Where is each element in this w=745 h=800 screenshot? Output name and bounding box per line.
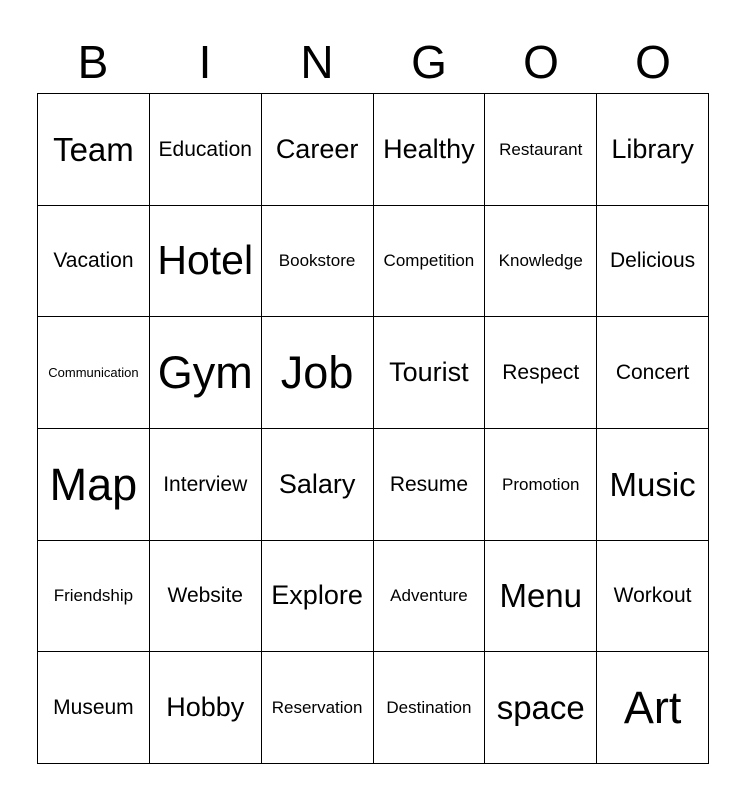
bingo-cell[interactable]: Museum <box>38 652 150 764</box>
bingo-cell[interactable]: Salary <box>262 429 374 541</box>
bingo-cell[interactable]: Library <box>597 94 709 206</box>
bingo-cell[interactable]: Hotel <box>150 206 262 318</box>
header-letter-i: I <box>198 36 212 88</box>
header-letter-g: G <box>411 36 447 88</box>
header-letter-o: O <box>523 36 559 88</box>
bingo-cell[interactable]: Website <box>150 541 262 653</box>
header-letter-o-2: O <box>635 36 671 88</box>
bingo-cell[interactable]: Bookstore <box>262 206 374 318</box>
bingo-cell[interactable]: Concert <box>597 317 709 429</box>
bingo-cell[interactable]: Reservation <box>262 652 374 764</box>
bingo-cell[interactable]: Respect <box>485 317 597 429</box>
bingo-cell[interactable]: Music <box>597 429 709 541</box>
header-letter-n: N <box>300 36 334 88</box>
bingo-cell[interactable]: Education <box>150 94 262 206</box>
bingo-cell[interactable]: Healthy <box>374 94 486 206</box>
bingo-cell[interactable]: Restaurant <box>485 94 597 206</box>
bingo-cell[interactable]: Explore <box>262 541 374 653</box>
bingo-header <box>37 30 709 94</box>
bingo-cell[interactable]: Job <box>262 317 374 429</box>
bingo-cell[interactable]: Menu <box>485 541 597 653</box>
bingo-cell[interactable]: Promotion <box>485 429 597 541</box>
bingo-cell[interactable]: Destination <box>374 652 486 764</box>
bingo-cell[interactable]: Adventure <box>374 541 486 653</box>
bingo-cell[interactable]: Friendship <box>38 541 150 653</box>
bingo-cell[interactable]: Resume <box>374 429 486 541</box>
bingo-cell[interactable]: space <box>485 652 597 764</box>
bingo-cell[interactable]: Map <box>38 429 150 541</box>
bingo-cell[interactable]: Hobby <box>150 652 262 764</box>
bingo-cell[interactable]: Career <box>262 94 374 206</box>
bingo-cell[interactable]: Competition <box>374 206 486 318</box>
bingo-cell[interactable]: Workout <box>597 541 709 653</box>
bingo-cell[interactable]: Art <box>597 652 709 764</box>
bingo-board <box>37 93 709 764</box>
bingo-cell[interactable]: Interview <box>150 429 262 541</box>
bingo-cell[interactable]: Gym <box>150 317 262 429</box>
bingo-cell[interactable]: Knowledge <box>485 206 597 318</box>
bingo-cell[interactable]: Communication <box>38 317 150 429</box>
bingo-cell[interactable]: Delicious <box>597 206 709 318</box>
bingo-cell[interactable]: Tourist <box>374 317 486 429</box>
bingo-cell[interactable]: Team <box>38 94 150 206</box>
header-letter-b: B <box>77 36 109 88</box>
bingo-cell[interactable]: Vacation <box>38 206 150 318</box>
